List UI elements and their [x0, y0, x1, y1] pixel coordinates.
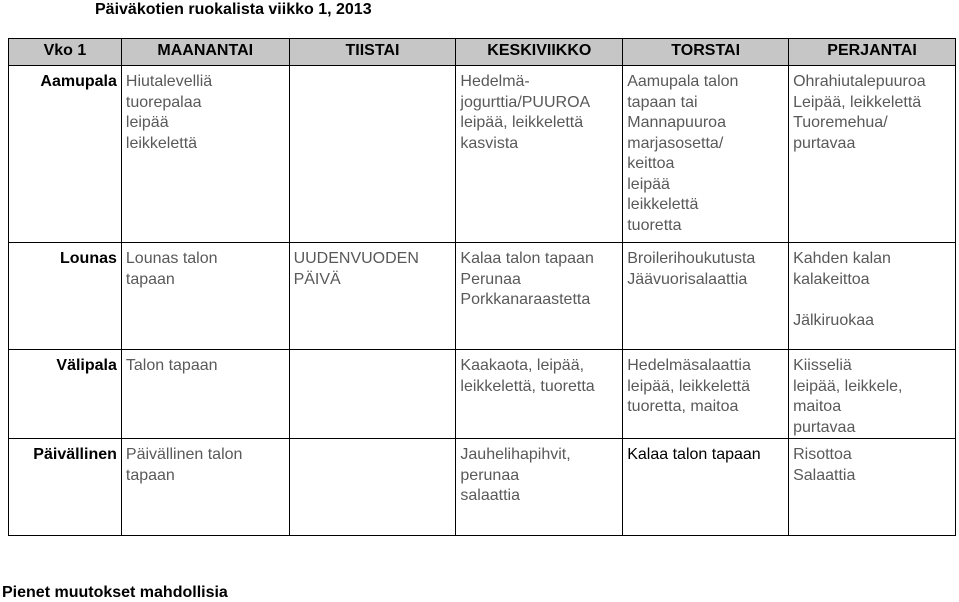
page-title: Päiväkotien ruokalista viikko 1, 2013 — [95, 1, 372, 18]
header-week: Vko 1 — [9, 39, 122, 66]
cell-lounas-wednesday: Kalaa talon tapaan Perunaa Porkkanaraastetta — [456, 243, 623, 350]
cell-aamupala-wednesday: Hedelmä- jogurttia/PUUROA leipää, leikkelettä kasvista — [456, 66, 623, 243]
row-label-valipala: Välipala — [9, 350, 122, 439]
cell-aamupala-thursday: Aamupala talon tapaan tai Mannapuuroa marjasosetta/ keittoa leipää leikkelettä tuoretta — [623, 66, 789, 243]
cell-aamupala-friday: Ohrahiutalepuuroa Leipää, leikkelettä Tuoremehua/ purtavaa — [789, 66, 956, 243]
cell-lounas-tuesday: UUDENVUODEN PÄIVÄ — [289, 243, 456, 350]
row-label-aamupala: Aamupala — [9, 66, 122, 243]
cell-valipala-thursday: Hedelmäsalaattia leipää, leikkelettä tuoretta, maitoa — [623, 350, 789, 439]
footer-note: Pienet muutokset mahdollisia — [2, 584, 228, 601]
table-row — [9, 243, 956, 350]
header-row — [9, 39, 956, 66]
cell-valipala-wednesday: Kaakaota, leipää, leikkelettä, tuoretta — [456, 350, 623, 439]
menu-table — [8, 38, 956, 536]
table-row — [9, 439, 956, 536]
cell-aamupala-monday: Hiutalevelliä tuorepalaa leipää leikkelettä — [121, 66, 289, 243]
cell-paivallinen-tuesday — [289, 439, 456, 536]
header-tuesday: TIISTAI — [289, 39, 456, 66]
header-thursday: TORSTAI — [623, 39, 789, 66]
cell-paivallinen-thursday: Kalaa talon tapaan — [623, 439, 789, 536]
header-monday: MAANANTAI — [121, 39, 289, 66]
cell-aamupala-tuesday — [289, 66, 456, 243]
cell-lounas-thursday: Broilerihoukutusta Jäävuorisalaattia — [623, 243, 789, 350]
header-wednesday: KESKIVIIKKO — [456, 39, 623, 66]
cell-paivallinen-friday: Risottoa Salaattia — [789, 439, 956, 536]
table-row — [9, 66, 956, 243]
row-label-paivallinen: Päivällinen — [9, 439, 122, 536]
table-row — [9, 350, 956, 439]
cell-valipala-monday: Talon tapaan — [121, 350, 289, 439]
cell-paivallinen-wednesday: Jauhelihapihvit, perunaa salaattia — [456, 439, 623, 536]
cell-lounas-monday: Lounas talon tapaan — [121, 243, 289, 350]
cell-valipala-tuesday — [289, 350, 456, 439]
row-label-lounas: Lounas — [9, 243, 122, 350]
header-friday: PERJANTAI — [789, 39, 956, 66]
cell-valipala-friday: Kiisseliä leipää, leikkele, maitoa purtavaa — [789, 350, 956, 439]
cell-paivallinen-monday: Päivällinen talon tapaan — [121, 439, 289, 536]
cell-lounas-friday: Kahden kalan kalakeittoa Jälkiruokaa — [789, 243, 956, 350]
